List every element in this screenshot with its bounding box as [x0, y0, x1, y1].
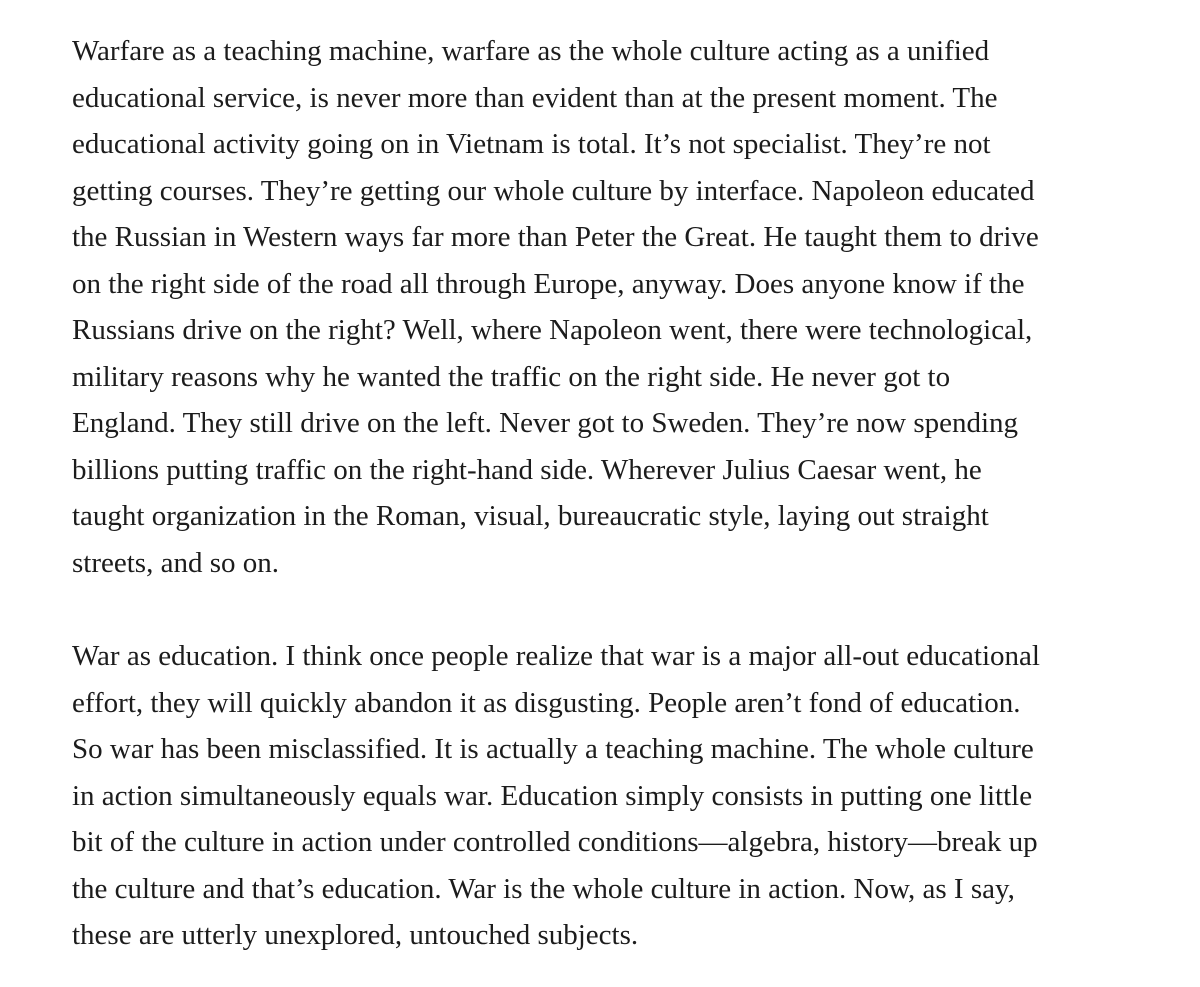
text-line: effort, they will quickly abandon it as disgusting. People aren’t fond of education. — [72, 686, 1021, 719]
paragraph-warfare-teaching-machine — [72, 28, 1162, 586]
document-page — [72, 28, 1162, 959]
text-line: these are utterly unexplored, untouched subjects. — [72, 919, 639, 951]
text-line: on the right side of the road all through Europe, anyway. Does anyone know if the — [72, 267, 1025, 300]
text-line: So war has been misclassified. It is actually a teaching machine. The whole culture — [72, 733, 1034, 765]
paragraph-war-as-education — [72, 633, 1162, 959]
text-line: getting courses. They’re getting our whole culture by interface. Napoleon educated — [72, 174, 1035, 207]
text-line: military reasons why he wanted the traffic on the right side. He never got to — [72, 360, 951, 393]
text-line: the culture and that’s education. War is the whole culture in action. Now, as I say, — [72, 872, 1015, 905]
text-line: England. They still drive on the left. Never got to Sweden. They’re now spending — [72, 407, 1019, 439]
text-line: in action simultaneously equals war. Education simply consists in putting one little — [72, 779, 1033, 812]
text-line: Warfare as a teaching machine, warfare as the whole culture acting as a unified — [72, 35, 990, 67]
text-line: educational service, is never more than evident than at the present moment. The — [72, 81, 998, 114]
text-line: taught organization in the Roman, visual, bureaucratic style, laying out straight — [72, 500, 989, 532]
text-line: bit of the culture in action under controlled conditions—algebra, history—break up — [72, 826, 1038, 858]
text-line: educational activity going on in Vietnam is total. It’s not specialist. They’re not — [72, 128, 991, 160]
text-line: the Russian in Western ways far more than Peter the Great. He taught them to drive — [72, 221, 1039, 253]
text-line: War as education. I think once people realize that war is a major all-out educational — [72, 640, 1040, 672]
text-line: streets, and so on. — [72, 546, 279, 579]
text-line: Russians drive on the right? Well, where Napoleon went, there were technological, — [72, 314, 1033, 346]
text-line: billions putting traffic on the right-hand side. Wherever Julius Caesar went, he — [72, 453, 982, 486]
